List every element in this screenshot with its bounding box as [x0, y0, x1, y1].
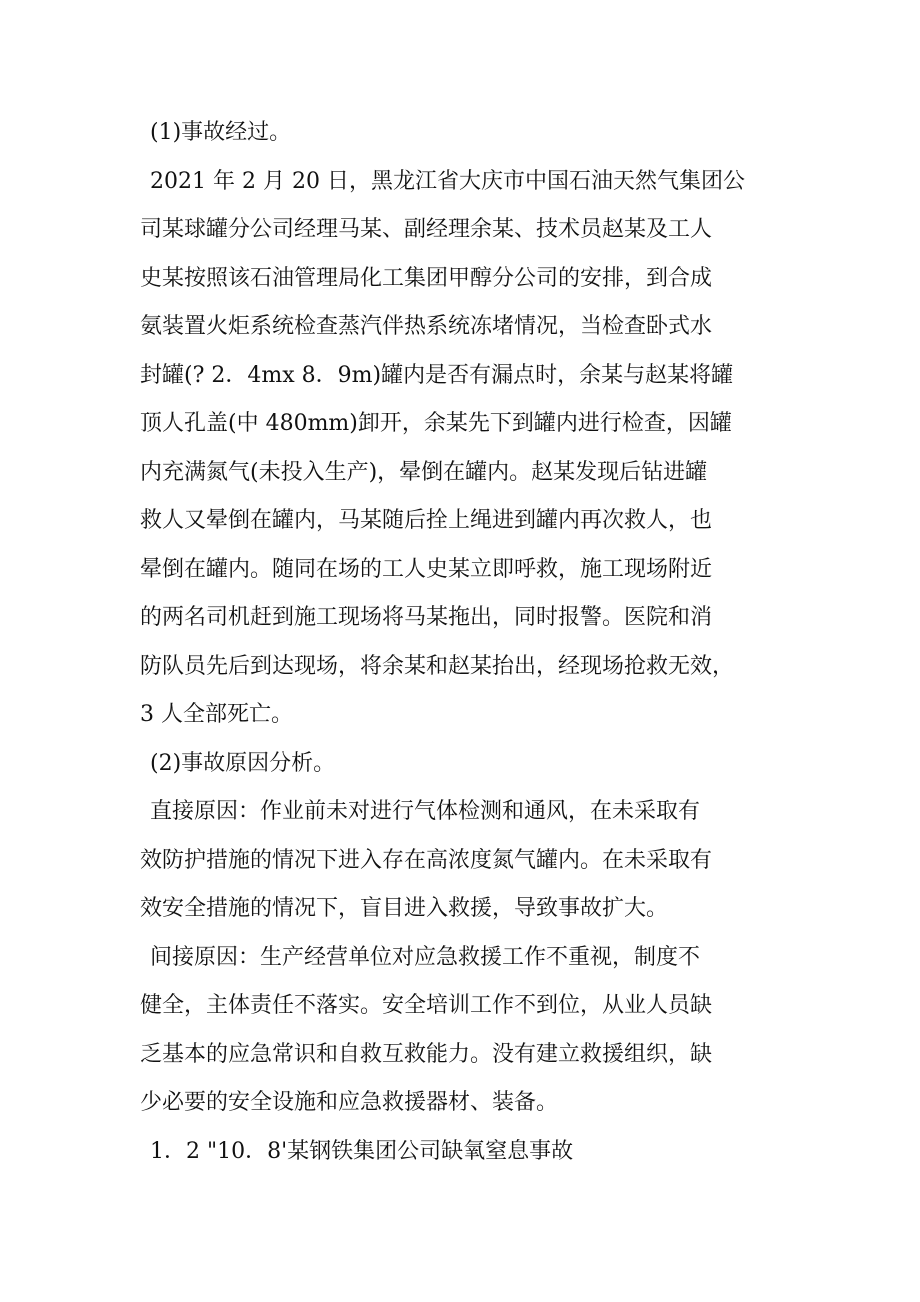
paragraph-line: 2021 年 2 月 20 日，黑龙江省大庆市中国石油天然气集团公: [150, 168, 745, 194]
paragraph-line: 乏基本的应急常识和自救互救能力。没有建立救援组织，缺: [140, 1041, 713, 1067]
paragraph-line: 内充满氮气(未投入生产)，晕倒在罐内。赵某发现后钻进罐: [140, 459, 708, 485]
section-heading-cause-analysis: (2)事故原因分析。: [150, 750, 336, 776]
paragraph-line: 效防护措施的情况下进入存在高浓度氮气罐内。在未采取有: [140, 847, 713, 873]
paragraph-line: 的两名司机赶到施工现场将马某拖出，同时报警。医院和消: [140, 605, 713, 630]
paragraph-line: 3 人全部死亡。: [140, 702, 293, 727]
paragraph-line: 少必要的安全设施和应急救援器材、装备。: [140, 1090, 559, 1115]
paragraph-line: 健全，主体责任不落实。安全培训工作不到位，从业人员缺: [140, 993, 713, 1018]
paragraph-line: 顶人孔盖(中 480mm)卸开，余某先下到罐内进行检查，因罐: [140, 411, 732, 436]
paragraph-line: 防队员先后到达现场，将余某和赵某抬出，经现场抢救无效，: [140, 653, 735, 679]
paragraph-line: 救人又晕倒在罐内，马某随后拴上绳进到罐内再次救人，也: [140, 508, 713, 533]
paragraph-line: 效安全措施的情况下，盲目进入救援，导致事故扩大。: [140, 896, 669, 921]
paragraph-line: 封罐(? 2．4mx 8．9m)罐内是否有漏点时，余某与赵某将罐: [140, 362, 734, 388]
paragraph-line: 间接原因：生产经营单位对应急救援工作不重视，制度不: [150, 944, 701, 970]
section-heading-accident-process: (1)事故经过。: [150, 120, 292, 145]
paragraph-line: 司某球罐分公司经理马某、副经理余某、技术员赵某及工人: [140, 217, 713, 242]
document-body: [140, 109, 790, 1176]
paragraph-line: 史某按照该石油管理局化工集团甲醇分公司的安排，到合成: [140, 265, 713, 291]
paragraph-line: 氨装置火炬系统检查蒸汽伴热系统冻堵情况，当检查卧式水: [140, 314, 713, 339]
section-heading-next-case: 1．2 "10．8'某钢铁集团公司缺氧窒息事故: [150, 1138, 574, 1164]
paragraph-line: 晕倒在罐内。随同在场的工人史某立即呼救，施工现场附近: [140, 556, 713, 582]
paragraph-line: 直接原因：作业前未对进行气体检测和通风，在未采取有: [150, 799, 701, 824]
